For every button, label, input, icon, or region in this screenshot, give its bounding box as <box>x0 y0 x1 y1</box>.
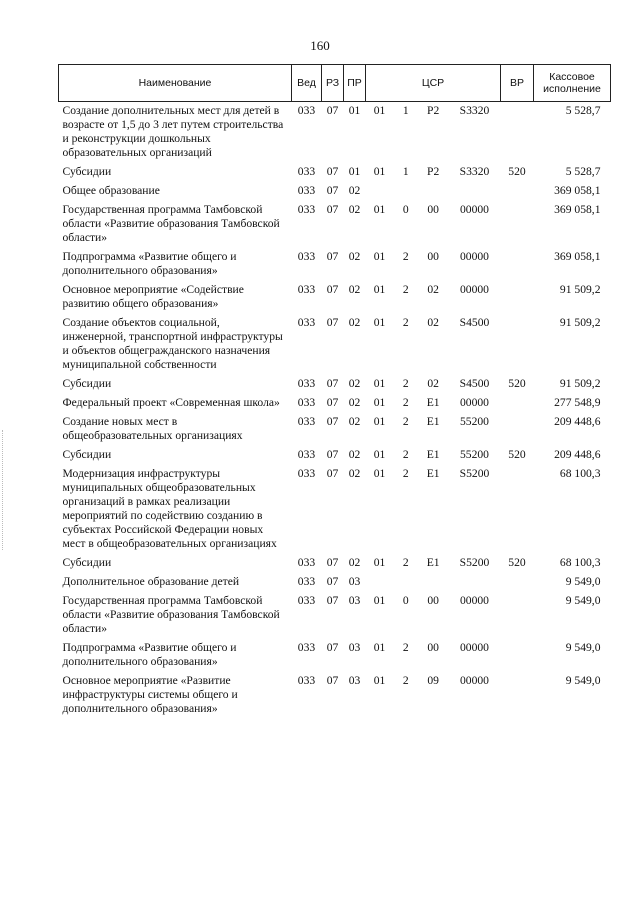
csr-program: 01 <box>373 556 386 569</box>
table-row <box>59 672 611 719</box>
csr-program: 01 <box>373 594 386 607</box>
row-amount: 91 509,2 <box>559 377 601 390</box>
csr-direction: 00000 <box>459 283 489 296</box>
csr-direction: 55200 <box>459 448 489 461</box>
row-vr <box>501 394 534 413</box>
csr-program: 01 <box>373 674 386 687</box>
row-rz: 07 <box>326 377 339 390</box>
csr-event: 09 <box>427 674 439 687</box>
row-ved: 033 <box>297 316 316 329</box>
row-vr <box>501 465 534 554</box>
row-rz: 07 <box>326 104 339 117</box>
page-number: 160 <box>310 38 330 53</box>
row-rz: 07 <box>326 184 339 197</box>
table-row <box>59 465 611 554</box>
row-vr <box>501 592 534 639</box>
csr-event: E1 <box>426 448 440 461</box>
csr-program: 01 <box>373 377 386 390</box>
header-pr: ПР <box>344 65 366 102</box>
row-pr: 02 <box>348 396 361 409</box>
csr-event: 02 <box>427 283 439 296</box>
csr-subprogram: 2 <box>402 448 409 461</box>
csr-direction: S4500 <box>459 316 490 329</box>
table-row <box>59 248 611 281</box>
row-name: Создание новых мест в общеобразовательных организациях <box>62 415 243 442</box>
table-body <box>59 102 611 720</box>
csr-event: 02 <box>427 316 439 329</box>
row-amount: 209 448,6 <box>554 448 601 461</box>
row-csr <box>366 281 501 314</box>
row-csr <box>366 314 501 375</box>
row-rz: 07 <box>326 641 339 654</box>
row-rz: 07 <box>326 250 339 263</box>
row-amount: 9 549,0 <box>565 674 601 687</box>
csr-direction: S5200 <box>459 556 490 569</box>
row-rz: 07 <box>326 396 339 409</box>
row-pr: 01 <box>348 165 361 178</box>
row-amount: 9 549,0 <box>565 641 601 654</box>
table-row <box>59 281 611 314</box>
row-ved: 033 <box>297 448 316 461</box>
row-pr: 01 <box>348 104 361 117</box>
row-ved: 033 <box>297 556 316 569</box>
row-pr: 02 <box>348 184 361 197</box>
csr-direction: 00000 <box>459 250 489 263</box>
row-ved: 033 <box>297 283 316 296</box>
row-csr <box>366 465 501 554</box>
csr-program: 01 <box>373 448 386 461</box>
row-vr <box>501 201 534 248</box>
row-name: Государственная программа Тамбовской области «Развитие образования Тамбовской области» <box>62 594 280 635</box>
row-vr <box>501 182 534 201</box>
csr-subprogram: 2 <box>402 641 409 654</box>
csr-direction: S3320 <box>459 104 490 117</box>
row-amount: 9 549,0 <box>565 575 601 588</box>
row-vr <box>501 281 534 314</box>
row-csr <box>366 163 501 182</box>
row-rz: 07 <box>326 594 339 607</box>
csr-event: 00 <box>427 203 439 216</box>
row-pr: 03 <box>348 594 361 607</box>
header-amount: Кассовое исполнение <box>534 65 611 102</box>
row-csr <box>366 639 501 672</box>
row-pr: 02 <box>348 203 361 216</box>
csr-program: 01 <box>373 283 386 296</box>
csr-subprogram: 0 <box>402 203 409 216</box>
csr-subprogram: 1 <box>402 104 409 117</box>
row-name: Дополнительное образование детей <box>62 575 240 588</box>
row-csr <box>366 248 501 281</box>
csr-program: 01 <box>373 415 386 428</box>
csr-subprogram: 1 <box>402 165 409 178</box>
table-row <box>59 182 611 201</box>
row-name: Подпрограмма «Развитие общего и дополнительного образования» <box>62 641 237 668</box>
row-vr <box>501 102 534 164</box>
csr-event: P2 <box>427 165 440 178</box>
header-ved: Вед <box>292 65 322 102</box>
row-amount: 68 100,3 <box>559 556 601 569</box>
row-vr: 520 <box>508 556 526 569</box>
row-ved: 033 <box>297 674 316 687</box>
row-name: Основное мероприятие «Развитие инфраструктуры системы общего и дополнительного образования» <box>62 674 238 715</box>
row-pr: 02 <box>348 316 361 329</box>
row-ved: 033 <box>297 203 316 216</box>
csr-event: 00 <box>427 594 439 607</box>
row-name: Создание дополнительных мест для детей в возрасте от 1,5 до 3 лет путем строительства и реконструкции дошкольных образовательных организаций <box>62 104 284 159</box>
row-amount: 91 509,2 <box>559 316 601 329</box>
table-row <box>59 201 611 248</box>
row-rz: 07 <box>326 415 339 428</box>
row-pr: 03 <box>348 641 361 654</box>
budget-execution-table <box>58 64 611 719</box>
row-vr <box>501 672 534 719</box>
table-row <box>59 592 611 639</box>
row-name: Основное мероприятие «Содействие развитию общего образования» <box>62 283 244 310</box>
row-rz: 07 <box>326 575 339 588</box>
table-row <box>59 573 611 592</box>
row-vr: 520 <box>508 165 526 178</box>
csr-direction: S4500 <box>459 377 490 390</box>
row-name: Субсидии <box>62 165 112 178</box>
csr-program: 01 <box>373 203 386 216</box>
csr-program: 01 <box>373 396 386 409</box>
row-name: Государственная программа Тамбовской области «Развитие образования Тамбовской области» <box>62 203 280 244</box>
csr-direction: 00000 <box>459 594 489 607</box>
row-amount: 5 528,7 <box>565 165 601 178</box>
row-ved: 033 <box>297 396 316 409</box>
csr-subprogram: 2 <box>402 316 409 329</box>
csr-direction: 00000 <box>459 674 489 687</box>
row-pr: 02 <box>348 283 361 296</box>
row-csr <box>366 672 501 719</box>
row-amount: 369 058,1 <box>554 250 601 263</box>
row-amount: 369 058,1 <box>554 203 601 216</box>
row-ved: 033 <box>297 250 316 263</box>
row-pr: 03 <box>348 674 361 687</box>
row-name: Подпрограмма «Развитие общего и дополнительного образования» <box>62 250 237 277</box>
row-amount: 209 448,6 <box>554 415 601 428</box>
header-name: Наименование <box>59 65 292 102</box>
csr-direction: 00000 <box>459 641 489 654</box>
csr-subprogram: 0 <box>402 594 409 607</box>
row-ved: 033 <box>297 165 316 178</box>
row-rz: 07 <box>326 467 339 480</box>
table-row <box>59 163 611 182</box>
row-amount: 9 549,0 <box>565 594 601 607</box>
row-csr <box>366 446 501 465</box>
row-ved: 033 <box>297 594 316 607</box>
row-rz: 07 <box>326 283 339 296</box>
row-vr <box>501 573 534 592</box>
row-pr: 02 <box>348 467 361 480</box>
row-name: Модернизация инфраструктуры муниципальных общеобразовательных организаций в рамках реализации мероприятий по содействию созданию в субъектах Российской Федерации новых мест в общеобразовательных организациях <box>62 467 277 550</box>
csr-program: 01 <box>373 467 386 480</box>
row-pr: 02 <box>348 250 361 263</box>
row-rz: 07 <box>326 203 339 216</box>
table-row <box>59 102 611 164</box>
row-name: Федеральный проект «Современная школа» <box>62 396 280 409</box>
row-amount: 68 100,3 <box>559 467 601 480</box>
csr-subprogram: 2 <box>402 396 409 409</box>
csr-subprogram: 2 <box>402 377 409 390</box>
row-rz: 07 <box>326 448 339 461</box>
row-csr <box>366 413 501 446</box>
csr-direction: S3320 <box>459 165 490 178</box>
row-csr <box>366 102 501 164</box>
row-csr <box>366 394 501 413</box>
csr-subprogram: 2 <box>402 283 409 296</box>
csr-subprogram: 2 <box>402 250 409 263</box>
csr-direction: 00000 <box>459 396 489 409</box>
csr-event: 00 <box>427 641 439 654</box>
csr-event: E1 <box>426 556 440 569</box>
csr-program: 01 <box>373 316 386 329</box>
row-name: Создание объектов социальной, инженерной, транспортной инфраструктуры и объектов общегражданского назначения муниципальной собственности <box>62 316 283 371</box>
row-amount: 5 528,7 <box>565 104 601 117</box>
margin-scan-mark <box>2 430 6 550</box>
row-csr <box>366 182 501 201</box>
csr-event: P2 <box>427 104 440 117</box>
row-name: Общее образование <box>62 184 160 197</box>
row-pr: 02 <box>348 415 361 428</box>
row-vr <box>501 639 534 672</box>
table-row <box>59 394 611 413</box>
row-vr <box>501 248 534 281</box>
csr-program: 01 <box>373 250 386 263</box>
header-csr: ЦСР <box>366 65 501 102</box>
csr-direction: 55200 <box>459 415 489 428</box>
row-ved: 033 <box>297 184 316 197</box>
header-rz: РЗ <box>322 65 344 102</box>
row-csr <box>366 592 501 639</box>
header-vr: ВР <box>501 65 534 102</box>
csr-direction: S5200 <box>459 467 490 480</box>
csr-subprogram: 2 <box>402 556 409 569</box>
row-ved: 033 <box>297 415 316 428</box>
row-ved: 033 <box>297 575 316 588</box>
csr-event: E1 <box>426 415 440 428</box>
row-rz: 07 <box>326 165 339 178</box>
row-amount: 277 548,9 <box>554 396 601 409</box>
table-row <box>59 314 611 375</box>
row-csr <box>366 375 501 394</box>
table-row <box>59 375 611 394</box>
row-csr <box>366 201 501 248</box>
row-name: Субсидии <box>62 377 112 390</box>
row-ved: 033 <box>297 104 316 117</box>
row-name: Субсидии <box>62 556 112 569</box>
row-pr: 02 <box>348 556 361 569</box>
csr-event: E1 <box>426 467 440 480</box>
csr-subprogram: 2 <box>402 467 409 480</box>
csr-subprogram: 2 <box>402 674 409 687</box>
row-name: Субсидии <box>62 448 112 461</box>
row-ved: 033 <box>297 377 316 390</box>
row-csr <box>366 554 501 573</box>
csr-subprogram: 2 <box>402 415 409 428</box>
csr-program: 01 <box>373 641 386 654</box>
row-rz: 07 <box>326 316 339 329</box>
row-amount: 91 509,2 <box>559 283 601 296</box>
row-vr <box>501 413 534 446</box>
row-vr: 520 <box>508 377 526 390</box>
csr-program: 01 <box>373 165 386 178</box>
csr-event: 00 <box>427 250 439 263</box>
table-header-row <box>59 65 611 102</box>
table-row <box>59 413 611 446</box>
row-pr: 03 <box>348 575 361 588</box>
row-rz: 07 <box>326 674 339 687</box>
csr-program: 01 <box>373 104 386 117</box>
row-vr <box>501 314 534 375</box>
row-pr: 02 <box>348 448 361 461</box>
row-pr: 02 <box>348 377 361 390</box>
csr-event: 02 <box>427 377 439 390</box>
row-ved: 033 <box>297 467 316 480</box>
row-ved: 033 <box>297 641 316 654</box>
row-vr: 520 <box>508 448 526 461</box>
table-row <box>59 639 611 672</box>
row-csr <box>366 573 501 592</box>
table-row <box>59 446 611 465</box>
table-row <box>59 554 611 573</box>
csr-direction: 00000 <box>459 203 489 216</box>
csr-event: E1 <box>426 396 440 409</box>
row-rz: 07 <box>326 556 339 569</box>
row-amount: 369 058,1 <box>554 184 601 197</box>
